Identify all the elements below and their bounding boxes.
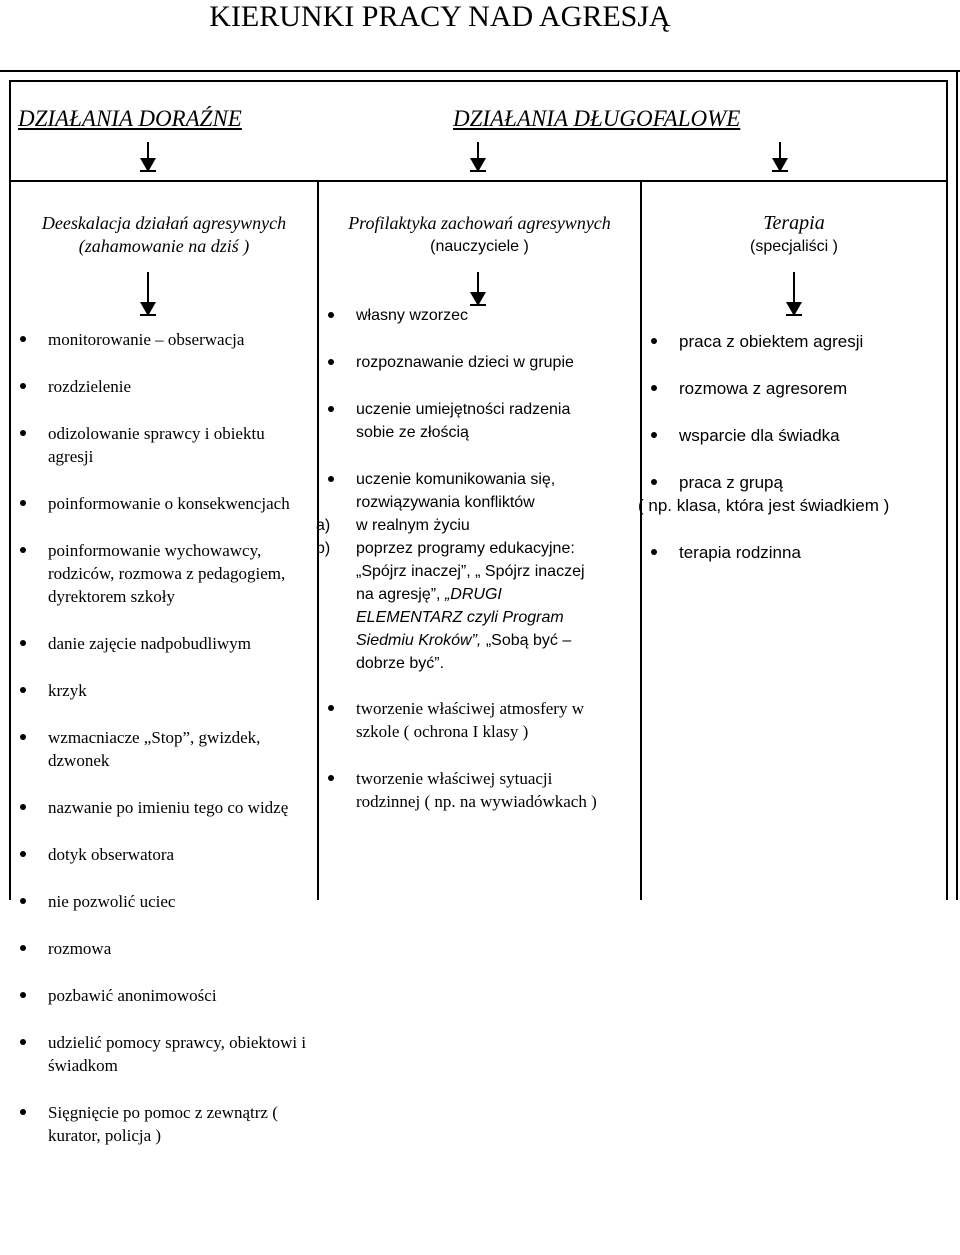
letter-label: a)	[316, 517, 331, 534]
list-item: danie zajęcie nadpobudliwym	[12, 632, 312, 655]
list-item: tworzenie właściwej atmosfery w szkole ( ochrona I klasy )	[320, 697, 616, 743]
list-item: Sięgnięcie po pomoc z zewnątrz ( kurator, policja )	[12, 1101, 312, 1147]
list-item: uczenie komunikowania się, rozwiązywania konfliktów	[320, 468, 616, 514]
column-title-text: Terapia	[763, 212, 825, 234]
arrow-down-icon	[470, 272, 486, 306]
arrow-down-icon	[140, 272, 156, 316]
list-item: odizolowanie sprawcy i obiektu agresji	[12, 422, 312, 468]
list-item: rozpoznawanie dzieci w grupie	[320, 351, 636, 374]
list-item: rozdzielenie	[12, 375, 312, 398]
column-title-prevention	[319, 212, 640, 258]
frame-top	[9, 80, 948, 82]
list-item: wsparcie dla świadka	[643, 424, 943, 447]
header-long-term-actions: DZIAŁANIA DŁUGOFALOWE	[453, 106, 741, 131]
frame-right-outer	[956, 72, 958, 900]
list-item: wzmacniacze „Stop”, gwizdek, dzwonek	[12, 726, 312, 772]
prevention-list	[316, 304, 636, 813]
column-divider-2	[640, 180, 642, 900]
frame-right	[946, 80, 948, 900]
list-item: poinformowanie wychowawcy, rodziców, rozmowa z pedagogiem, dyrektorem szkoły	[12, 539, 312, 608]
list-item-text-italic: „DRUGI ELEMENTARZ czyli Program Siedmiu Kroków”,	[356, 586, 564, 649]
arrow-down-icon	[772, 142, 788, 172]
list-item: nazwanie po imieniu tego co widzę	[12, 796, 312, 819]
column-subtitle-text: (specjaliści )	[749, 238, 838, 255]
list-item: rozmowa	[12, 937, 312, 960]
list-item-b	[316, 537, 606, 675]
deescalation-list	[12, 328, 312, 1147]
list-item: praca z obiektem agresji	[643, 330, 943, 353]
arrow-down-icon	[470, 142, 486, 172]
list-item: nie pozwolić uciec	[12, 890, 312, 913]
list-item-text: w realnym życiu	[356, 517, 470, 534]
list-item: pozbawić anonimowości	[12, 984, 312, 1007]
arrow-down-icon	[786, 272, 802, 316]
list-item-text: poprzez programy edukacyjne: „Spójrz inaczej”, „ Spójrz inaczej na agresję”,	[356, 540, 585, 603]
column-title-text: Profilaktyka zachowań agresywnych	[348, 213, 611, 233]
header-immediate-actions: DZIAŁANIA DORAŹNE	[18, 106, 242, 131]
column-title-text: Deeskalacja działań agresywnych	[41, 213, 287, 233]
list-item: rozmowa z agresorem	[643, 377, 943, 400]
list-item-a	[316, 514, 636, 537]
list-item: poinformowanie o konsekwencjach	[12, 492, 312, 515]
list-item: krzyk	[12, 679, 312, 702]
page-title: KIERUNKI PRACY NAD AGRESJĄ	[209, 0, 671, 33]
list-item: uczenie umiejętności radzenia sobie ze złością	[320, 398, 606, 444]
column-subtitle-text: (zahamowanie na dziś )	[78, 236, 250, 256]
list-item: własny wzorzec	[320, 304, 636, 327]
therapy-list	[638, 330, 943, 564]
list-item: monitorowanie – obserwacja	[12, 328, 312, 351]
header-divider	[9, 180, 948, 182]
list-item-text: „Sobą być – dobrze być”.	[356, 632, 572, 672]
list-item: tworzenie właściwej sytuacji rodzinnej ( np. na wywiadówkach )	[320, 767, 616, 813]
list-item: dotyk obserwatora	[12, 843, 312, 866]
letter-label: b)	[316, 540, 331, 557]
list-item: praca z grupą	[643, 471, 943, 494]
column-title-deescalation	[11, 212, 317, 258]
frame-left	[9, 80, 11, 900]
list-item: terapia rodzinna	[643, 541, 943, 564]
column-title-therapy	[642, 212, 946, 258]
list-item: udzielić pomocy sprawcy, obiektowi i świadkom	[12, 1031, 312, 1077]
arrow-down-icon	[140, 142, 156, 172]
list-item-note: ( np. klasa, która jest świadkiem )	[638, 496, 890, 515]
column-subtitle-text: (nauczyciele )	[430, 238, 529, 255]
